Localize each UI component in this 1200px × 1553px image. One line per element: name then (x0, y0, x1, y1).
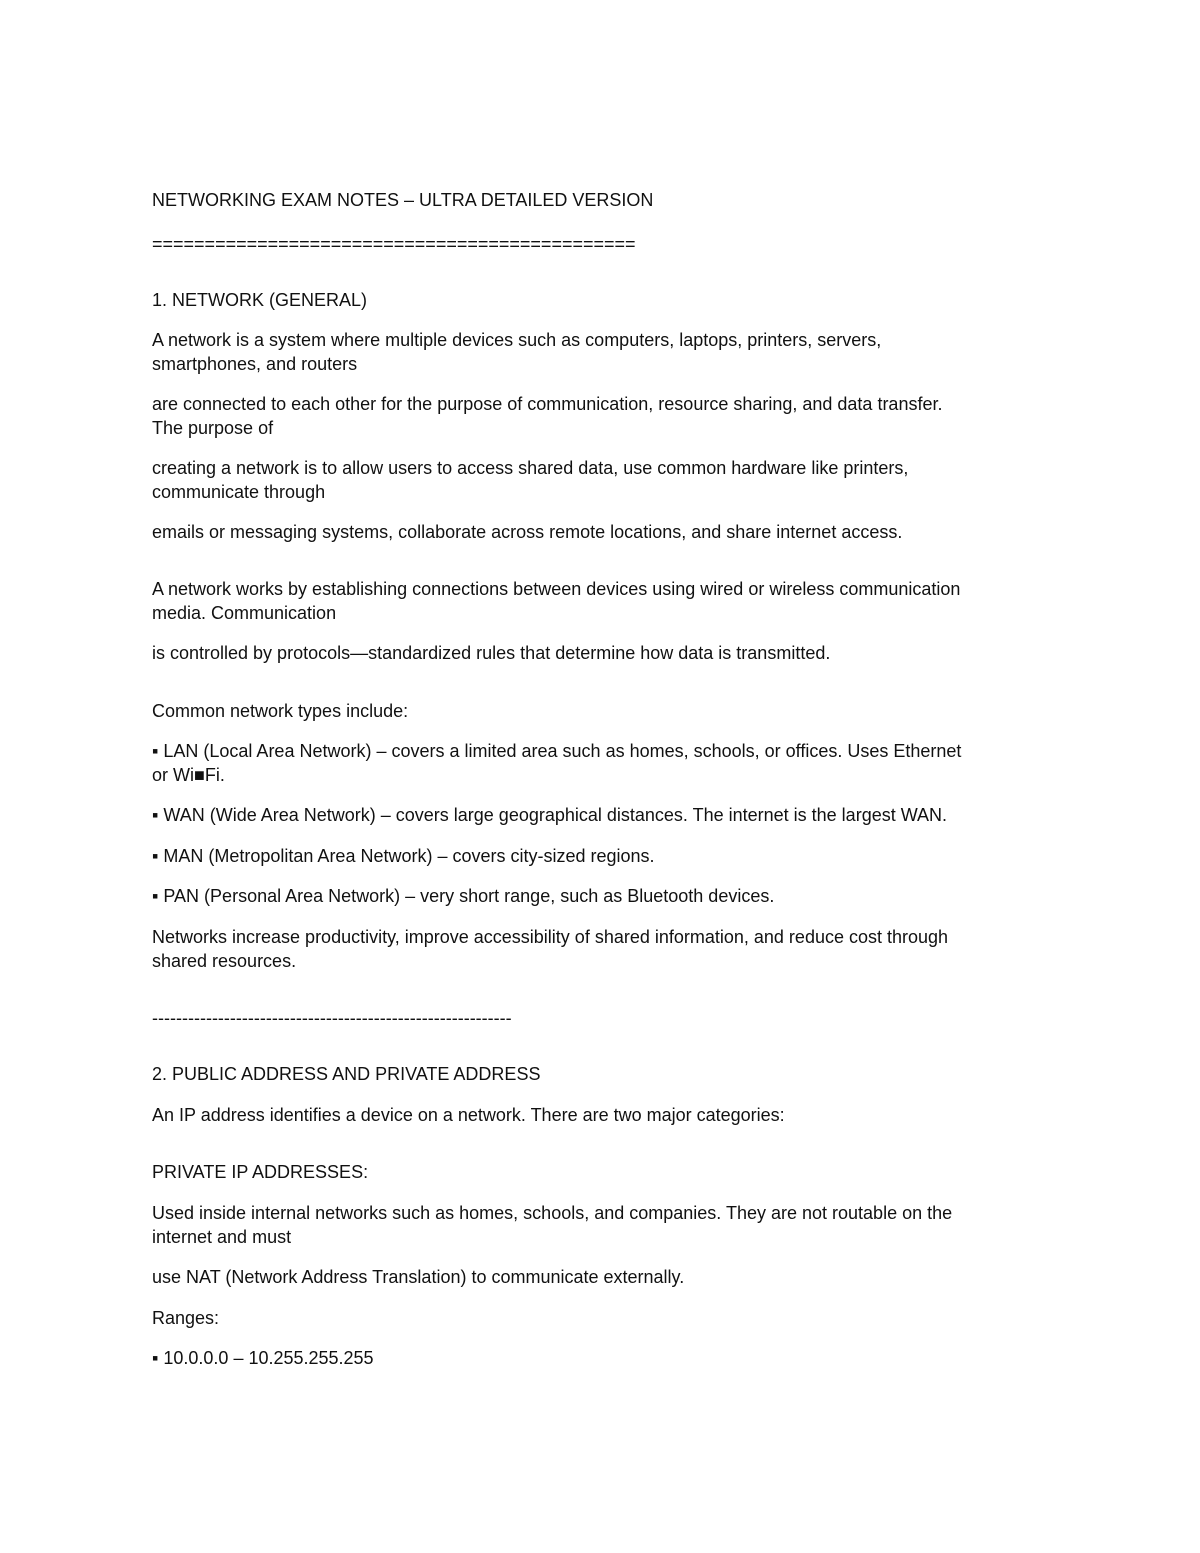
section-2-heading: 2. PUBLIC ADDRESS AND PRIVATE ADDRESS (152, 1064, 541, 1084)
document-title: NETWORKING EXAM NOTES – ULTRA DETAILED VERSION (152, 190, 654, 210)
paragraph-text: Networks increase productivity, improve accessibility of shared information, and reduce cost through (152, 927, 949, 947)
paragraph-text: The purpose of (152, 418, 274, 438)
paragraph-text: A network works by establishing connections between devices using wired or wireless communication (152, 579, 961, 599)
section-divider: ------------------------------------------------------------ (152, 1008, 512, 1028)
paragraph-text: are connected to each other for the purpose of communication, resource sharing, and data transfer. (152, 394, 943, 414)
paragraph-text: emails or messaging systems, collaborate across remote locations, and share internet access. (152, 522, 903, 542)
subsection-heading: PRIVATE IP ADDRESSES: (152, 1162, 369, 1182)
list-intro: Common network types include: (152, 701, 409, 721)
list-item-lan: ▪ LAN (Local Area Network) – covers a limited area such as homes, schools, or offices. Uses Ethernet (152, 741, 962, 761)
paragraph-text: internet and must (152, 1227, 292, 1247)
paragraph-text: Used inside internal networks such as homes, schools, and companies. They are not routable on the (152, 1203, 953, 1223)
paragraph-text: communicate through (152, 482, 326, 502)
list-item-wan: ▪ WAN (Wide Area Network) – covers large geographical distances. The internet is the largest WAN. (152, 805, 948, 825)
list-item-range: ▪ 10.0.0.0 – 10.255.255.255 (152, 1348, 374, 1368)
paragraph-text: A network is a system where multiple devices such as computers, laptops, printers, servers, (152, 330, 882, 350)
paragraph-text: smartphones, and routers (152, 354, 358, 374)
title-rule: ============================================== (152, 234, 636, 254)
paragraph-text: shared resources. (152, 951, 297, 971)
paragraph-text: media. Communication (152, 603, 337, 623)
paragraph-text: creating a network is to allow users to access shared data, use common hardware like printers, (152, 458, 909, 478)
ranges-label: Ranges: (152, 1308, 220, 1328)
list-item-man: ▪ MAN (Metropolitan Area Network) – covers city-sized regions. (152, 846, 655, 866)
section-1-heading: 1. NETWORK (GENERAL) (152, 290, 368, 310)
list-item-pan: ▪ PAN (Personal Area Network) – very short range, such as Bluetooth devices. (152, 886, 775, 906)
paragraph-text: An IP address identifies a device on a network. There are two major categories: (152, 1105, 785, 1125)
paragraph-text: is controlled by protocols—standardized rules that determine how data is transmitted. (152, 643, 831, 663)
paragraph-text: use NAT (Network Address Translation) to communicate externally. (152, 1267, 685, 1287)
list-item-lan-cont: or Wi■Fi. (152, 765, 225, 785)
